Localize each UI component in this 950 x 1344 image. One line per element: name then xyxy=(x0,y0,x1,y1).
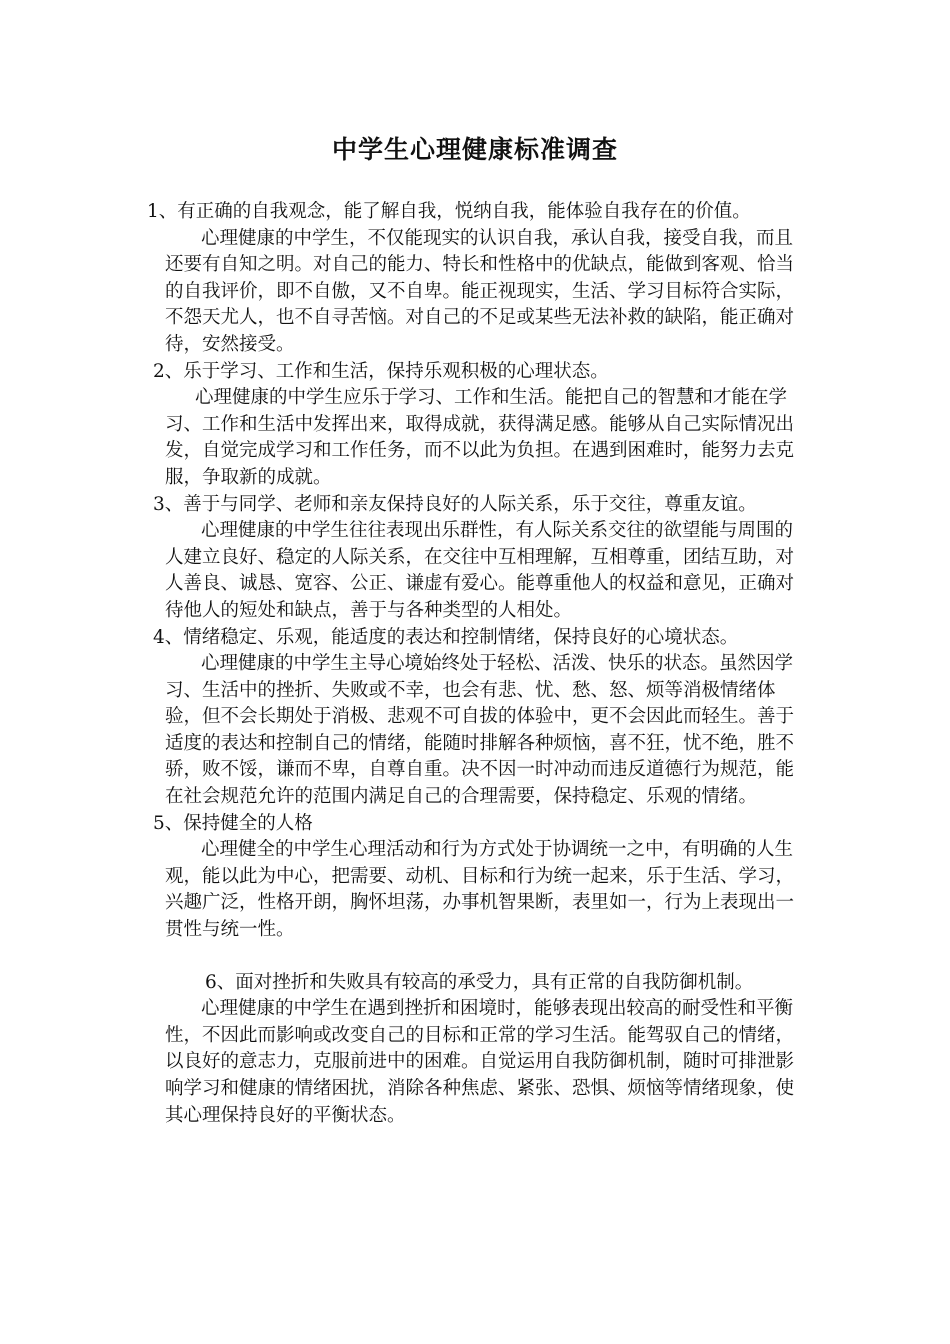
document-title: 中学生心理健康标准调查 xyxy=(331,135,618,164)
item-1-heading: 1、有正确的自我观念，能了解自我，悦纳自我，能体验自我存在的价值。 xyxy=(147,201,751,222)
blank-line xyxy=(165,944,810,970)
item-5-heading: 5、保持健全的人格 xyxy=(153,812,313,834)
item-4-heading: 4、情绪稳定、乐观，能适度的表达和控制情绪，保持良好的心境状态。 xyxy=(153,626,739,648)
item-3-paragraph: 心理健康的中学生往往表现出乐群性，有人际关系交往的欲望能与周围的人建立良好、稳定的人际关系，在交往中互相理解，互相尊重，团结互助，对人善良、诚恳、宽容、公正、谦虚有爱心。能尊重他人的权益和意见，正确对待他人的短处和缺点，善于与各种类型的人相处。 xyxy=(165,520,795,621)
item-4-paragraph: 心理健康的中学生主导心境始终处于轻松、活泼、快乐的状态。虽然因学习、生活中的挫折、失败或不幸，也会有悲、忧、愁、怒、烦等消极情绪体验，但不会长期处于消极、悲观不可自拔的体验中，更不会因此而轻生。善于适度的表达和控制自己的情绪，能随时排解各种烦恼，喜不狂，忧不绝，胜不骄，败不馁，谦而不卑，自尊自重。决不因一时冲动而违反道德行为规范，能在社会规范允许的范围内满足自己的合理需要，保持稳定、乐观的情绪。 xyxy=(165,653,795,808)
item-6-heading: 6、面对挫折和失败具有较高的承受力，具有正常的自我防御机制。 xyxy=(205,971,754,993)
document-body xyxy=(147,199,810,1129)
item-1-paragraph: 心理健康的中学生，不仅能现实的认识自我，承认自我，接受自我，而且还要有自知之明。对自己的能力、特长和性格中的优缺点，能做到客观、恰当的自我评价，即不自傲，又不自卑。能正视现实，生活、学习目标符合实际，不怨天尤人，也不自寻苦恼。对自己的不足或某些无法补救的缺陷，能正确对待，安然接受。 xyxy=(165,227,795,355)
item-2-paragraph: 心理健康的中学生应乐于学习、工作和生活。能把自己的智慧和才能在学习、工作和生活中发挥出来，取得成就，获得满足感。能够从自己实际情况出发，自觉完成学习和工作任务，而不以此为负担。在遇到困难时，能努力去克服，争取新的成就。 xyxy=(165,387,795,488)
item-3-heading: 3、善于与同学、老师和亲友保持良好的人际关系，乐于交往，尊重友谊。 xyxy=(153,493,757,515)
item-5-paragraph: 心理健全的中学生心理活动和行为方式处于协调统一之中，有明确的人生观，能以此为中心，把需要、动机、目标和行为统一起来，乐于生活、学习，兴趣广泛，性格开朗，胸怀坦荡，办事机智果断，表里如一，行为上表现出一贯性与统一性。 xyxy=(165,839,795,941)
item-2-heading: 2、乐于学习、工作和生活，保持乐观积极的心理状态。 xyxy=(153,360,609,382)
item-6-paragraph: 心理健康的中学生在遇到挫折和困境时，能够表现出较高的耐受性和平衡性，不因此而影响或改变自己的目标和正常的学习生活。能驾驭自己的情绪，以良好的意志力，克服前进中的困难。自觉运用自我防御机制，随时可排泄影响学习和健康的情绪困扰，消除各种焦虑、紧张、恐惧、烦恼等情绪现象，使其心理保持良好的平衡状态。 xyxy=(165,998,795,1126)
